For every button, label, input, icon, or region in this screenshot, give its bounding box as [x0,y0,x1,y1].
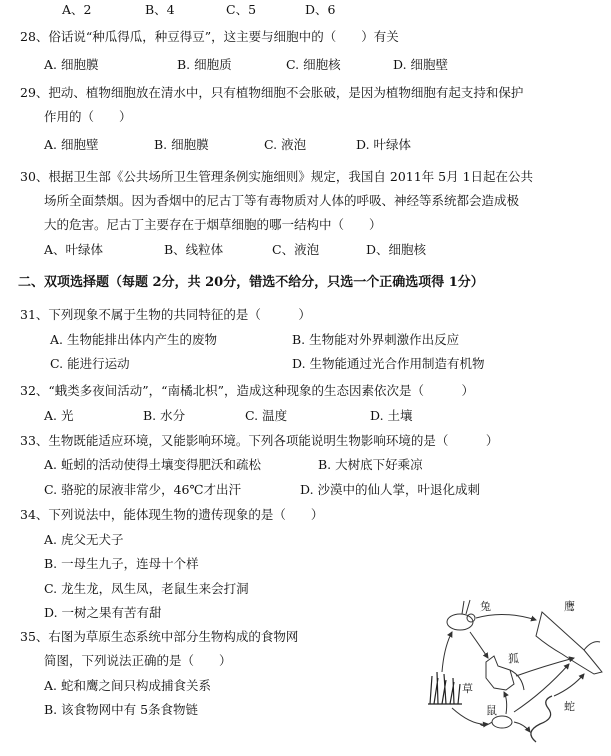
q30-option-a: A、叶绿体 [44,242,104,257]
q31-stem: 31、下列现象不属于生物的共同特征的是（ ） [20,307,311,322]
q28-option-c: C. 细胞核 [286,57,341,72]
q31-option-c: C. 能进行运动 [50,356,130,371]
grass-drawing [428,672,462,704]
q27-option-b: B、4 [145,2,175,17]
label-fox: 狐 [508,652,519,665]
q32-stem: 32、“蛾类多夜间活动”，“南橘北枳”，造成这种现象的生态因素依次是（ ） [20,383,474,398]
label-eagle: 鹰 [564,600,575,613]
label-mouse: 鼠 [486,704,497,717]
q30-stem-line1: 30、根据卫生部《公共场所卫生管理条例实施细则》规定，我国自 2011年 5月 1日起在公共 [20,169,534,184]
q29-option-a: A. 细胞壁 [44,137,99,152]
q32-option-a: A. 光 [44,408,74,423]
q31-option-b: B. 生物能对外界刺激作出反应 [292,332,460,347]
section-title: 二、双项选择题（每题 2分，共 20分，错选不给分，只选一个正确选项得 1分） [18,275,484,290]
q28-option-d: D. 细胞壁 [393,57,449,72]
q34-option-b: B. 一母生九子，连母十个样 [44,556,199,571]
q30-stem-line2: 场所全面禁烟。因为香烟中的尼古丁等有毒物质对人体的呼吸、神经等系统都会造成极 [44,193,520,208]
q29-option-c: C. 液泡 [264,137,307,152]
q35-stem-line2: 简图，下列说法正确的是（ ） [44,653,232,668]
q29-stem-line1: 29、把动、植物细胞放在清水中，只有植物细胞不会胀破，是因为植物细胞有起支持和保护 [20,85,524,100]
q28-option-b: B. 细胞质 [177,57,232,72]
label-rabbit: 兔 [480,600,491,613]
q29-option-d: D. 叶绿体 [356,137,412,152]
q35-option-a: A. 蛇和鹰之间只构成捕食关系 [44,678,211,693]
q31-option-a: A. 生物能排出体内产生的废物 [50,332,217,347]
q28-option-a: A. 细胞膜 [44,57,99,72]
q30-stem-line3: 大的危害。尼古丁主要存在于烟草细胞的哪一结构中（ ） [44,217,382,232]
q27-option-a: A、2 [62,2,92,17]
q32-option-d: D. 土壤 [370,408,413,423]
q33-option-a: A. 蚯蚓的活动使得土壤变得肥沃和疏松 [44,457,261,472]
food-web-diagram [424,592,610,752]
rabbit-drawing [447,600,475,630]
q27-option-c: C、5 [226,2,257,17]
q29-stem-line2: 作用的（ ） [44,109,132,124]
q30-option-c: C、液泡 [272,242,320,257]
q29-option-b: B. 细胞膜 [154,137,209,152]
mouse-drawing [480,716,512,728]
q35-stem-line1: 35、右图为草原生态系统中部分生物构成的食物网 [20,629,299,644]
q34-stem: 34、下列说法中，能体现生物的遗传现象的是（ ） [20,507,324,522]
q34-option-c: C. 龙生龙，凤生凤，老鼠生来会打洞 [44,581,249,596]
q34-option-d: D. 一树之果有苦有甜 [44,605,162,620]
label-snake: 蛇 [564,700,575,713]
q30-option-b: B、线粒体 [164,242,224,257]
q33-option-c: C. 骆驼的尿液非常少，46℃才出汗 [44,482,241,497]
q28-stem: 28、俗话说“种瓜得瓜，种豆得豆”，这主要与细胞中的（ ）有关 [20,29,399,44]
snake-drawing [531,696,552,742]
q31-option-d: D. 生物能通过光合作用制造有机物 [292,356,485,371]
q30-option-d: D、细胞核 [366,242,427,257]
label-grass: 草 [462,682,473,695]
food-web-arrows [442,614,584,732]
q34-option-a: A. 虎父无犬子 [44,532,124,547]
q35-option-b: B. 该食物网中有 5条食物链 [44,702,199,717]
q33-stem: 33、生物既能适应环境，又能影响环境。下列各项能说明生物影响环境的是（ ） [20,433,499,448]
q27-option-d: D、6 [305,2,336,17]
q32-option-c: C. 温度 [245,408,288,423]
q32-option-b: B. 水分 [143,408,186,423]
q33-option-d: D. 沙漠中的仙人掌，叶退化成刺 [300,482,481,497]
q33-option-b: B. 大树底下好乘凉 [318,457,423,472]
